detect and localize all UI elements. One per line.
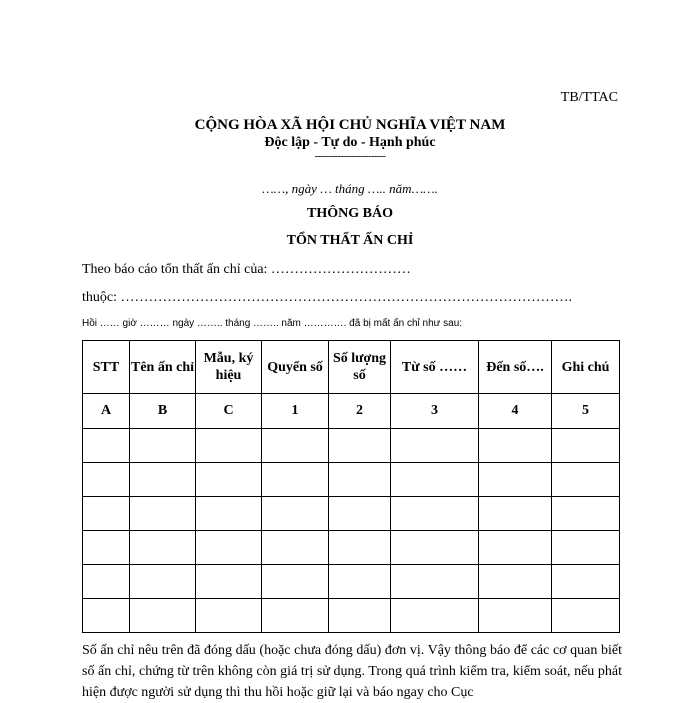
table-cell [83, 463, 130, 497]
column-code: A [83, 394, 130, 429]
table-cell [552, 565, 620, 599]
time-of-loss-line: Hồi …… giờ ……… ngày …….. tháng …….. năm …………. đã bị mất ấn chỉ như sau: [82, 318, 463, 329]
column-header: Từ số …… [391, 341, 479, 394]
column-code: 5 [552, 394, 620, 429]
table-cell [391, 599, 479, 633]
table-cell [391, 497, 479, 531]
table-cell [262, 497, 329, 531]
belongs-to-field: thuộc: ……………………………………………………………………………………. [82, 290, 572, 305]
table-cell [130, 599, 196, 633]
column-header: STT [83, 341, 130, 394]
date-line: ……, ngày … tháng ….. năm……. [262, 181, 438, 196]
table-cell [391, 565, 479, 599]
table-cell [83, 531, 130, 565]
table-cell [130, 429, 196, 463]
country-heading: CỘNG HÒA XÃ HỘI CHỦ NGHĨA VIỆT NAM [194, 117, 506, 133]
column-header: Quyển số [262, 341, 329, 394]
heading-rule: ------------------------- [314, 151, 386, 162]
table-cell [552, 599, 620, 633]
column-header: Tên ấn chỉ [130, 341, 196, 394]
notice-paragraph: Số ấn chỉ nêu trên đã đóng dấu (hoặc chưa đóng dấu) đơn vị. Vậy thông báo để các cơ quan biết số ấn chỉ, chứng từ trên không còn giá trị sử dụng. Trong quá trình kiểm tra, kiểm soát, nếu phát hiện được người sử dụng thì thu hồi hoặc giữ lại và báo ngay cho Cục [82, 643, 622, 700]
table-cell [130, 565, 196, 599]
column-header: Ghi chú [552, 341, 620, 394]
table-row [83, 497, 620, 531]
report-of-field: Theo báo cáo tổn thất ấn chỉ của: ………………………… [82, 262, 411, 277]
table-cell [262, 429, 329, 463]
table-cell [329, 497, 391, 531]
table-cell [391, 429, 479, 463]
table-row [83, 565, 620, 599]
table-cell [196, 429, 262, 463]
table-cell [479, 463, 552, 497]
table-cell [262, 599, 329, 633]
column-header: Số lượng số [329, 341, 391, 394]
document-subtitle: TỔN THẤT ẤN CHỈ [286, 233, 414, 248]
table-cell [196, 599, 262, 633]
column-header: Đến số…. [479, 341, 552, 394]
table-cell [329, 599, 391, 633]
table-cell [479, 429, 552, 463]
table-header-row [83, 341, 620, 394]
table-cell [479, 497, 552, 531]
column-code: 1 [262, 394, 329, 429]
table-cell [196, 565, 262, 599]
motto: Độc lập - Tự do - Hạnh phúc [264, 135, 436, 150]
table-row [83, 429, 620, 463]
table-cell [479, 565, 552, 599]
column-code-row [83, 394, 620, 429]
column-code: 2 [329, 394, 391, 429]
table-cell [552, 531, 620, 565]
table-cell [479, 531, 552, 565]
loss-table [82, 340, 620, 633]
table-cell [130, 463, 196, 497]
table-cell [479, 599, 552, 633]
table-row [83, 463, 620, 497]
table-cell [196, 531, 262, 565]
table-row [83, 531, 620, 565]
table-cell [83, 497, 130, 531]
table-cell [262, 463, 329, 497]
table-cell [130, 531, 196, 565]
table-cell [552, 497, 620, 531]
table-cell [391, 463, 479, 497]
table-cell [130, 497, 196, 531]
form-code: TB/TTAC [560, 90, 618, 105]
table-cell [391, 531, 479, 565]
table-cell [329, 429, 391, 463]
table-cell [196, 497, 262, 531]
table-cell [262, 531, 329, 565]
column-code: B [130, 394, 196, 429]
table-cell [329, 565, 391, 599]
table-cell [196, 463, 262, 497]
table-cell [552, 429, 620, 463]
column-code: C [196, 394, 262, 429]
table-cell [329, 463, 391, 497]
column-code: 4 [479, 394, 552, 429]
table-cell [83, 429, 130, 463]
table-cell [329, 531, 391, 565]
table-cell [552, 463, 620, 497]
table-cell [83, 599, 130, 633]
table-cell [83, 565, 130, 599]
column-code: 3 [391, 394, 479, 429]
table-row [83, 599, 620, 633]
document-title: THÔNG BÁO [307, 206, 393, 221]
table-cell [262, 565, 329, 599]
column-header: Mẫu, ký hiệu [196, 341, 262, 394]
